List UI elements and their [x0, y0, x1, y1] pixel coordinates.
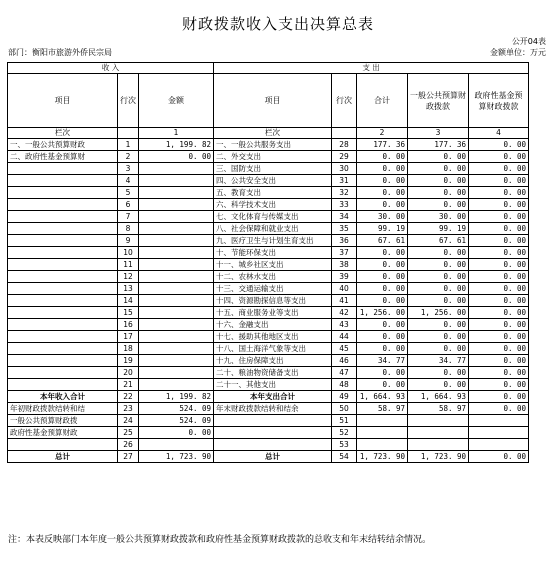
expense-row-no: 51: [332, 415, 357, 427]
expense-total: 1, 664. 93: [357, 391, 408, 403]
expense-total: 0. 00: [357, 283, 408, 295]
lanci-col-4: 4: [469, 128, 529, 139]
expense-fund-budget: 0. 00: [469, 451, 529, 463]
table-row: [8, 391, 529, 403]
income-row-no: 18: [118, 343, 139, 355]
income-amount: [139, 331, 214, 343]
income-item: [8, 259, 118, 271]
expense-fund-budget: 0. 00: [469, 187, 529, 199]
expense-item: 三、国防支出: [214, 163, 332, 175]
income-amount: [139, 199, 214, 211]
expense-total: 0. 00: [357, 379, 408, 391]
expense-row-no: 53: [332, 439, 357, 451]
col-header-income-amount: 金额: [139, 74, 214, 128]
table-row: [8, 367, 529, 379]
expense-total: 0. 00: [357, 163, 408, 175]
expense-row-no: 43: [332, 319, 357, 331]
income-amount: 1, 199. 82: [139, 391, 214, 403]
income-item: [8, 223, 118, 235]
expense-general-budget: 1, 256. 00: [408, 307, 469, 319]
expense-general-budget: 0. 00: [408, 151, 469, 163]
income-amount: [139, 187, 214, 199]
income-item: [8, 355, 118, 367]
expense-general-budget: 0. 00: [408, 367, 469, 379]
table-row: [8, 139, 529, 151]
expense-fund-budget: 0. 00: [469, 403, 529, 415]
expense-fund-budget: 0. 00: [469, 247, 529, 259]
expense-general-budget: 58. 97: [408, 403, 469, 415]
income-item: [8, 439, 118, 451]
income-row-no: 8: [118, 223, 139, 235]
income-row-no: 7: [118, 211, 139, 223]
expense-general-budget: [408, 439, 469, 451]
income-row-no: 16: [118, 319, 139, 331]
expense-item: 本年支出合计: [214, 391, 332, 403]
expense-fund-budget: [469, 439, 529, 451]
unit-label: 金额单位：万元: [490, 48, 546, 57]
income-amount: [139, 439, 214, 451]
expense-general-budget: 34. 77: [408, 355, 469, 367]
income-item: [8, 187, 118, 199]
income-item: [8, 211, 118, 223]
expense-total: 0. 00: [357, 271, 408, 283]
income-amount: [139, 235, 214, 247]
table-row: [8, 403, 529, 415]
expense-row-no: 40: [332, 283, 357, 295]
expense-row-no: 45: [332, 343, 357, 355]
expense-item: 十四、资源勘探信息等支出: [214, 295, 332, 307]
table-row: [8, 331, 529, 343]
income-amount: [139, 379, 214, 391]
expense-total: 58. 97: [357, 403, 408, 415]
expense-row-no: 54: [332, 451, 357, 463]
expense-item: 年末财政拨款结转和结余: [214, 403, 332, 415]
col-header-general-budget: 一般公共预算财政拨款: [408, 74, 469, 128]
income-row-no: 13: [118, 283, 139, 295]
expense-general-budget: 177. 36: [408, 139, 469, 151]
expense-item: 十二、农林水支出: [214, 271, 332, 283]
expense-item: 十三、交通运输支出: [214, 283, 332, 295]
income-item: 一、一般公共预算财政: [8, 139, 118, 151]
expense-item: 十一、城乡社区支出: [214, 259, 332, 271]
expense-total: 1, 723. 90: [357, 451, 408, 463]
expense-item: 九、医疗卫生与计划生育支出: [214, 235, 332, 247]
income-amount: [139, 319, 214, 331]
expense-item: 六、科学技术支出: [214, 199, 332, 211]
expense-item: 总计: [214, 451, 332, 463]
income-amount: 0. 00: [139, 427, 214, 439]
expense-general-budget: 0. 00: [408, 295, 469, 307]
expense-fund-budget: 0. 00: [469, 331, 529, 343]
expense-row-no: 49: [332, 391, 357, 403]
income-amount: [139, 223, 214, 235]
income-row-no: 2: [118, 151, 139, 163]
income-item: [8, 283, 118, 295]
expense-row-no: 50: [332, 403, 357, 415]
expense-general-budget: [408, 427, 469, 439]
income-amount: [139, 283, 214, 295]
income-item: 二、政府性基金预算财: [8, 151, 118, 163]
table-row: [8, 343, 529, 355]
expense-fund-budget: 0. 00: [469, 319, 529, 331]
income-row-no: 9: [118, 235, 139, 247]
expense-total: 0. 00: [357, 151, 408, 163]
table-row: [8, 295, 529, 307]
income-row-no: 22: [118, 391, 139, 403]
income-item: [8, 343, 118, 355]
table-row: [8, 163, 529, 175]
table-row: [8, 427, 529, 439]
income-amount: [139, 163, 214, 175]
expense-row-no: 48: [332, 379, 357, 391]
expense-item: 二十、粮油物资储备支出: [214, 367, 332, 379]
income-amount: [139, 271, 214, 283]
income-amount: 0. 00: [139, 151, 214, 163]
income-item: [8, 319, 118, 331]
income-row-no: 12: [118, 271, 139, 283]
income-row-no: 6: [118, 199, 139, 211]
table-row: [8, 415, 529, 427]
income-row-no: 10: [118, 247, 139, 259]
col-header-expense-row-no: 行次: [332, 74, 357, 128]
income-row-no: 11: [118, 259, 139, 271]
expense-general-budget: 1, 664. 93: [408, 391, 469, 403]
expense-total: 67. 61: [357, 235, 408, 247]
income-row-no: 14: [118, 295, 139, 307]
lanci-label-expense: 栏次: [214, 128, 332, 139]
income-amount: [139, 355, 214, 367]
table-row: [8, 175, 529, 187]
expense-row-no: 32: [332, 187, 357, 199]
department-label: 部门：衡阳市旅游外侨民宗局: [8, 48, 112, 57]
expense-row-no: 30: [332, 163, 357, 175]
income-item: 本年收入合计: [8, 391, 118, 403]
expense-total: [357, 415, 408, 427]
table-row: [8, 439, 529, 451]
lanci-col-3: 3: [408, 128, 469, 139]
table-row: [8, 319, 529, 331]
income-section-header: 收 入: [8, 63, 214, 74]
expense-item: 七、文化体育与传媒支出: [214, 211, 332, 223]
expense-row-no: 52: [332, 427, 357, 439]
income-item: 总计: [8, 451, 118, 463]
expense-row-no: 47: [332, 367, 357, 379]
income-row-no: 19: [118, 355, 139, 367]
expense-item: 四、公共安全支出: [214, 175, 332, 187]
expense-total: 0. 00: [357, 259, 408, 271]
expense-fund-budget: 0. 00: [469, 235, 529, 247]
expense-row-no: 41: [332, 295, 357, 307]
income-row-no: 27: [118, 451, 139, 463]
table-row: [8, 199, 529, 211]
expense-item: 十六、金融支出: [214, 319, 332, 331]
expense-total: [357, 427, 408, 439]
income-item: [8, 175, 118, 187]
expense-row-no: 39: [332, 271, 357, 283]
expense-total: 0. 00: [357, 175, 408, 187]
expense-row-no: 46: [332, 355, 357, 367]
table-row: [8, 187, 529, 199]
expense-general-budget: 0. 00: [408, 271, 469, 283]
table-row: [8, 235, 529, 247]
expense-fund-budget: 0. 00: [469, 307, 529, 319]
table-row: [8, 307, 529, 319]
income-item: [8, 331, 118, 343]
expense-general-budget: 0. 00: [408, 187, 469, 199]
income-row-no: 1: [118, 139, 139, 151]
expense-row-no: 34: [332, 211, 357, 223]
expense-general-budget: 0. 00: [408, 343, 469, 355]
expense-fund-budget: 0. 00: [469, 163, 529, 175]
expense-item: 五、教育支出: [214, 187, 332, 199]
expense-item: 十七、援助其他地区支出: [214, 331, 332, 343]
income-item: [8, 295, 118, 307]
budget-summary-table: [7, 62, 529, 463]
expense-item: [214, 427, 332, 439]
income-item: [8, 235, 118, 247]
expense-item: 十五、商业服务业等支出: [214, 307, 332, 319]
lanci-col-1: 1: [139, 128, 214, 139]
lanci-blank: [118, 128, 139, 139]
expense-total: 0. 00: [357, 295, 408, 307]
income-item: 一般公共预算财政拨: [8, 415, 118, 427]
income-item: [8, 367, 118, 379]
table-row: [8, 151, 529, 163]
expense-total: 0. 00: [357, 247, 408, 259]
expense-row-no: 42: [332, 307, 357, 319]
table-row: [8, 355, 529, 367]
col-header-income-item: 项目: [8, 74, 118, 128]
expense-item: [214, 415, 332, 427]
expense-general-budget: 67. 61: [408, 235, 469, 247]
expense-fund-budget: 0. 00: [469, 175, 529, 187]
table-row: [8, 259, 529, 271]
expense-total: 30. 00: [357, 211, 408, 223]
income-row-no: 21: [118, 379, 139, 391]
income-item: 年初财政拨款结转和结: [8, 403, 118, 415]
table-row: [8, 283, 529, 295]
expense-fund-budget: [469, 415, 529, 427]
income-amount: [139, 175, 214, 187]
income-item: [8, 379, 118, 391]
income-item: 政府性基金预算财政: [8, 427, 118, 439]
expense-item: 二、外交支出: [214, 151, 332, 163]
expense-total: 0. 00: [357, 199, 408, 211]
income-amount: 524. 09: [139, 415, 214, 427]
expense-general-budget: 30. 00: [408, 211, 469, 223]
expense-general-budget: [408, 415, 469, 427]
income-amount: 524. 09: [139, 403, 214, 415]
expense-general-budget: 0. 00: [408, 163, 469, 175]
expense-fund-budget: 0. 00: [469, 151, 529, 163]
income-item: [8, 163, 118, 175]
expense-fund-budget: 0. 00: [469, 139, 529, 151]
expense-fund-budget: 0. 00: [469, 355, 529, 367]
income-amount: [139, 295, 214, 307]
table-row: [8, 271, 529, 283]
expense-row-no: 29: [332, 151, 357, 163]
table-row: [8, 223, 529, 235]
expense-general-budget: 0. 00: [408, 247, 469, 259]
income-amount: [139, 211, 214, 223]
income-amount: [139, 307, 214, 319]
income-amount: [139, 247, 214, 259]
expense-fund-budget: 0. 00: [469, 379, 529, 391]
income-amount: 1, 723. 90: [139, 451, 214, 463]
table-row: [8, 451, 529, 463]
income-amount: [139, 343, 214, 355]
expense-general-budget: 0. 00: [408, 331, 469, 343]
expense-general-budget: 1, 723. 90: [408, 451, 469, 463]
expense-total: 0. 00: [357, 319, 408, 331]
expense-general-budget: 0. 00: [408, 175, 469, 187]
expense-item: 十八、国土海洋气象等支出: [214, 343, 332, 355]
expense-item: 二十一、其他支出: [214, 379, 332, 391]
income-amount: 1, 199. 82: [139, 139, 214, 151]
income-row-no: 15: [118, 307, 139, 319]
lanci-blank: [332, 128, 357, 139]
expense-row-no: 44: [332, 331, 357, 343]
expense-fund-budget: [469, 427, 529, 439]
expense-item: 十、节能环保支出: [214, 247, 332, 259]
expense-fund-budget: 0. 00: [469, 259, 529, 271]
expense-general-budget: 0. 00: [408, 379, 469, 391]
table-row: [8, 211, 529, 223]
expense-fund-budget: 0. 00: [469, 223, 529, 235]
income-row-no: 25: [118, 427, 139, 439]
report-title: 财政拨款收入支出决算总表: [181, 15, 374, 33]
income-amount: [139, 367, 214, 379]
expense-general-budget: 99. 19: [408, 223, 469, 235]
expense-row-no: 37: [332, 247, 357, 259]
income-row-no: 24: [118, 415, 139, 427]
col-header-expense-item: 项目: [214, 74, 332, 128]
col-header-fund-budget: 政府性基金预算财政拨款: [469, 74, 529, 128]
expense-general-budget: 0. 00: [408, 319, 469, 331]
expense-row-no: 38: [332, 259, 357, 271]
income-row-no: 3: [118, 163, 139, 175]
expense-row-no: 36: [332, 235, 357, 247]
expense-fund-budget: 0. 00: [469, 295, 529, 307]
expense-row-no: 31: [332, 175, 357, 187]
income-row-no: 23: [118, 403, 139, 415]
expense-fund-budget: 0. 00: [469, 391, 529, 403]
expense-total: 99. 19: [357, 223, 408, 235]
footnote: 注：本表反映部门本年度一般公共预算财政拨款和政府性基金预算财政拨款的总收支和年末结转结余情况。: [8, 535, 432, 545]
income-item: [8, 199, 118, 211]
expense-fund-budget: 0. 00: [469, 343, 529, 355]
expense-row-no: 35: [332, 223, 357, 235]
income-amount: [139, 259, 214, 271]
col-header-income-row-no: 行次: [118, 74, 139, 128]
expense-fund-budget: 0. 00: [469, 367, 529, 379]
income-row-no: 5: [118, 187, 139, 199]
expense-total: 177. 36: [357, 139, 408, 151]
expense-total: 0. 00: [357, 187, 408, 199]
form-number: 公开04表: [511, 37, 546, 46]
expense-item: 八、社会保障和就业支出: [214, 223, 332, 235]
expense-fund-budget: 0. 00: [469, 199, 529, 211]
expense-section-header: 支 出: [214, 63, 529, 74]
col-header-total: 合计: [357, 74, 408, 128]
expense-fund-budget: 0. 00: [469, 271, 529, 283]
expense-total: 0. 00: [357, 343, 408, 355]
income-item: [8, 247, 118, 259]
expense-item: 十九、住房保障支出: [214, 355, 332, 367]
expense-row-no: 33: [332, 199, 357, 211]
expense-general-budget: 0. 00: [408, 199, 469, 211]
table-row: [8, 379, 529, 391]
expense-total: [357, 439, 408, 451]
income-item: [8, 271, 118, 283]
expense-item: 一、一般公共服务支出: [214, 139, 332, 151]
expense-general-budget: 0. 00: [408, 259, 469, 271]
income-row-no: 17: [118, 331, 139, 343]
expense-total: 1, 256. 00: [357, 307, 408, 319]
income-row-no: 20: [118, 367, 139, 379]
lanci-label-income: 栏次: [8, 128, 118, 139]
expense-total: 34. 77: [357, 355, 408, 367]
expense-total: 0. 00: [357, 367, 408, 379]
expense-row-no: 28: [332, 139, 357, 151]
table-row: [8, 247, 529, 259]
expense-total: 0. 00: [357, 331, 408, 343]
income-row-no: 4: [118, 175, 139, 187]
income-item: [8, 307, 118, 319]
expense-fund-budget: 0. 00: [469, 283, 529, 295]
expense-general-budget: 0. 00: [408, 283, 469, 295]
lanci-col-2: 2: [357, 128, 408, 139]
expense-item: [214, 439, 332, 451]
income-row-no: 26: [118, 439, 139, 451]
expense-fund-budget: 0. 00: [469, 211, 529, 223]
